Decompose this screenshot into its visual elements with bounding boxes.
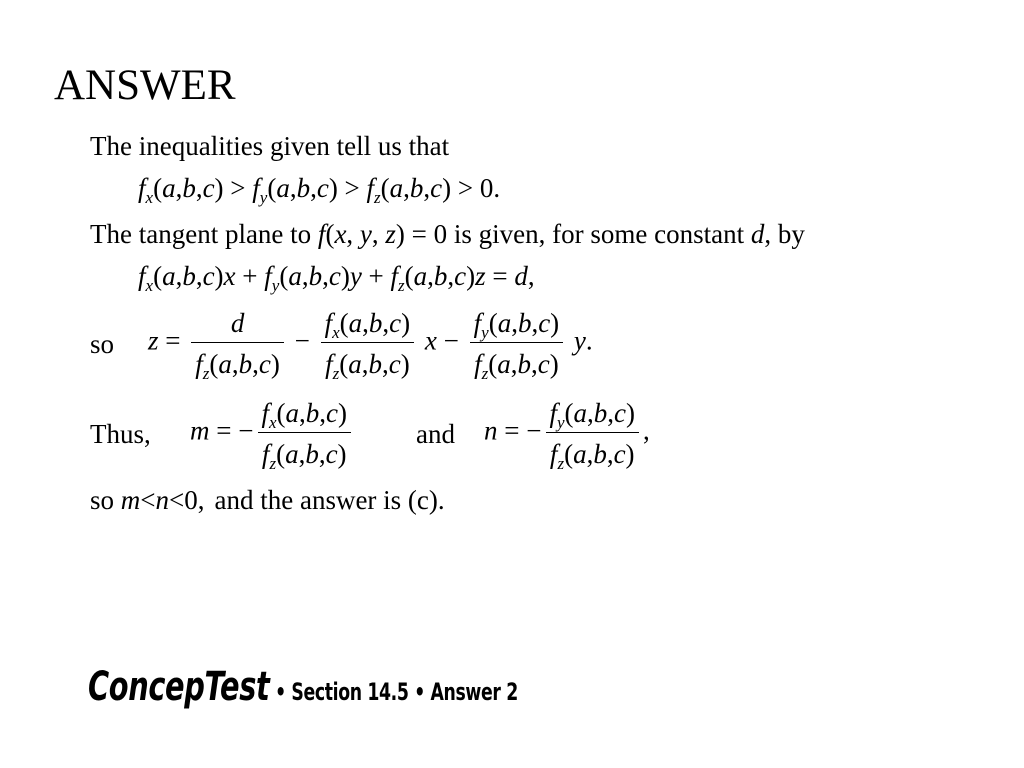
- and-label: and: [416, 419, 455, 449]
- footer-sep-1: •: [269, 678, 292, 706]
- inequality-formula: $f_x(a,b,c) > f_y(a,b,c) > f_z(a,b,c) > 0$.: [138, 173, 501, 207]
- page-title: ANSWER: [54, 62, 236, 109]
- m-formula: m = − $\frac{f_x(a,b,c)}{f_z(a,b,c)}$: [190, 396, 355, 471]
- n-formula: n = − $\frac{f_y(a,b,c)}{f_z(a,b,c)}$ ,: [484, 398, 650, 473]
- tangent-text-b: is given, for some constant: [453, 219, 745, 249]
- conclusion-text: so m<n<0, and the answer is (c).: [90, 485, 445, 515]
- intro-text: The inequalities given tell us that: [90, 131, 450, 161]
- tangent-plane-equation: $f_x(a,b,c)x + f_y(a,b,c)y + f_z(a,b,c)z = d$,: [138, 261, 535, 295]
- tangent-text-a: The tangent plane to: [90, 219, 312, 249]
- footer-answer: Answer 2: [430, 678, 518, 706]
- tangent-text-c: , by: [764, 219, 805, 249]
- z-solution-formula: z = $\frac{d}{f_z(a,b,c)}$ − $\frac{f_x(a,b,c)}{f_z(a,b,c)}$ x − $\frac{f_y(a,b,c)}{f_z(a,b,c)}$ y.: [148, 308, 593, 383]
- footer-brand: ConcepTest: [88, 664, 270, 710]
- conclusion-tail: and the answer is (c).: [214, 485, 445, 515]
- tangent-plane-text: The tangent plane to f(x, y, z) = 0 is given, for some constant d, by: [90, 219, 805, 249]
- thus-label: Thus,: [90, 419, 151, 449]
- footer: [88, 664, 518, 710]
- footer-section: Section 14.5: [291, 678, 409, 706]
- so-label: so: [90, 329, 115, 359]
- footer-sep-2: •: [408, 678, 431, 706]
- conclusion-so: so: [90, 485, 115, 515]
